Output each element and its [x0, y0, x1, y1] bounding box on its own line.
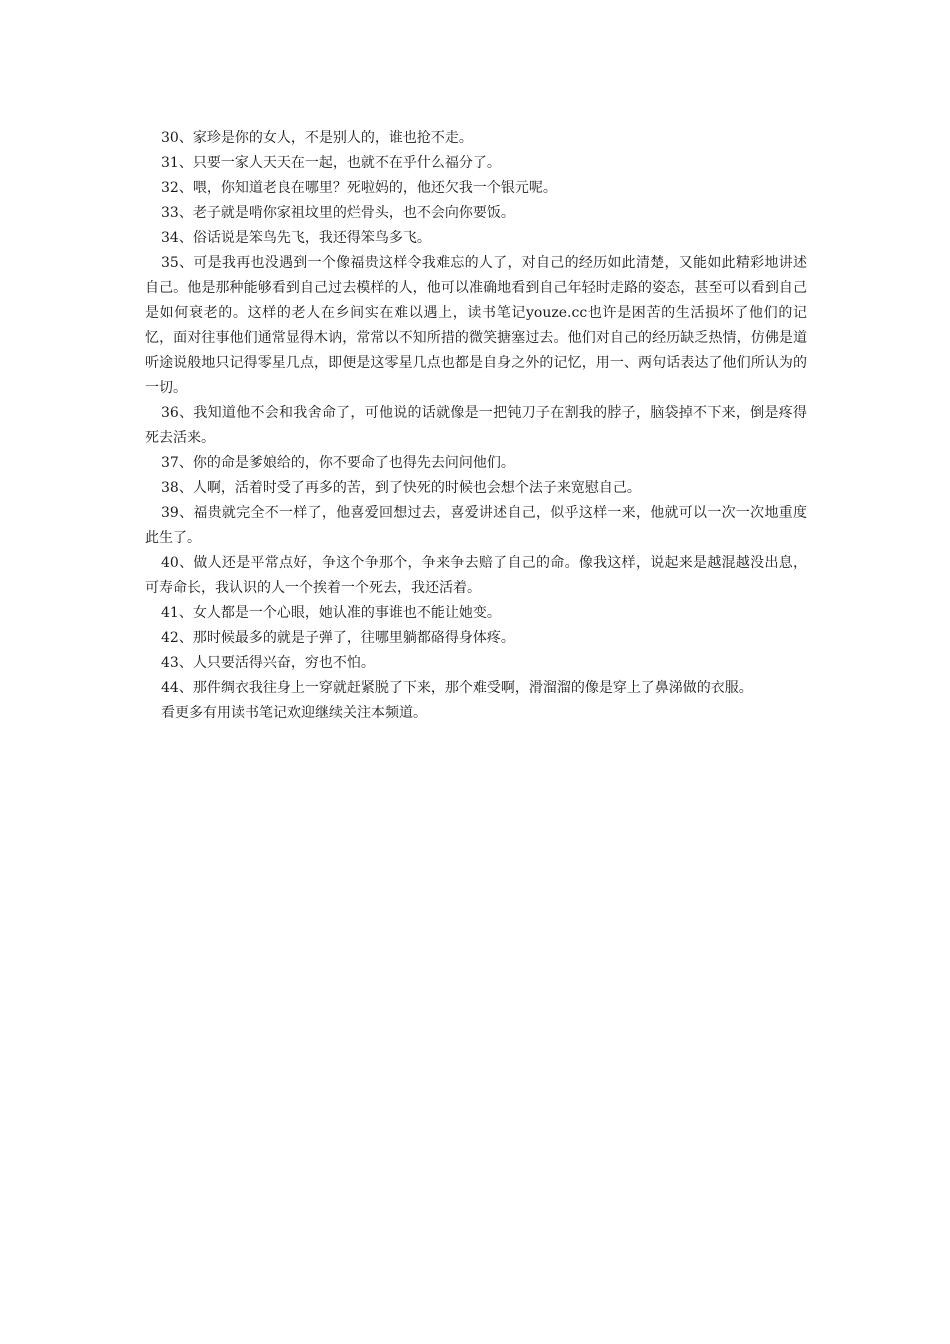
quote-34: 34、俗话说是笨鸟先飞，我还得笨鸟多飞。 — [161, 230, 431, 246]
closing-note: 看更多有用读书笔记欢迎继续关注本频道。 — [161, 705, 427, 721]
quote-41: 41、女人都是一个心眼，她认准的事谁也不能让她变。 — [161, 605, 501, 621]
quote-32: 32、喂，你知道老良在哪里？死啦妈的，他还欠我一个银元呢。 — [161, 180, 557, 196]
quote-33: 33、老子就是啃你家祖坟里的烂骨头，也不会向你要饭。 — [161, 205, 515, 221]
quote-38: 38、人啊，活着时受了再多的苦，到了快死的时候也会想个法子来宽慰自己。 — [161, 480, 641, 496]
quote-40: 40、做人还是平常点好，争这个争那个，争来争去赔了自己的命。像我这样，说起来是越混越没出息，可寿命长，我认识的人一个挨着一个死去，我还活着。 — [145, 555, 807, 596]
quote-36: 36、我知道他不会和我舍命了，可他说的话就像是一把钝刀子在割我的脖子，脑袋掉不下来，倒是疼得死去活来。 — [145, 405, 807, 446]
quote-39: 39、福贵就完全不一样了，他喜爱回想过去，喜爱讲述自己，似乎这样一来，他就可以一次一次地重度此生了。 — [145, 505, 807, 546]
quote-44: 44、那件绸衣我往身上一穿就赶紧脱了下来，那个难受啊，滑溜溜的像是穿上了鼻涕做的衣服。 — [161, 680, 753, 696]
document-body — [145, 126, 807, 726]
quote-35: 35、可是我再也没遇到一个像福贵这样令我难忘的人了，对自己的经历如此清楚，又能如此精彩地讲述自己。他是那种能够看到自己过去模样的人，他可以准确地看到自己年轻时走路的姿态，甚至可以看到自己是如何衰老的。这样的老人在乡间实在难以遇上，读书笔记youze.cc也许是困苦的生活损坏了他们的记忆，面对往事他们通常显得木讷，常常以不知所措的微笑搪塞过去。他们对自己的经历缺乏热情，仿佛是道听途说般地只记得零星几点，即便是这零星几点也都是自身之外的记忆，用一、两句话表达了他们所认为的一切。 — [145, 255, 807, 396]
quote-42: 42、那时候最多的就是子弹了，往哪里躺都硌得身体疼。 — [161, 630, 515, 646]
quote-43: 43、人只要活得兴奋，穷也不怕。 — [161, 655, 375, 671]
quote-31: 31、只要一家人天天在一起，也就不在乎什么福分了。 — [161, 155, 501, 171]
quote-37: 37、你的命是爹娘给的，你不要命了也得先去问问他们。 — [161, 455, 515, 471]
quote-30: 30、家珍是你的女人，不是别人的，谁也抢不走。 — [161, 130, 473, 146]
